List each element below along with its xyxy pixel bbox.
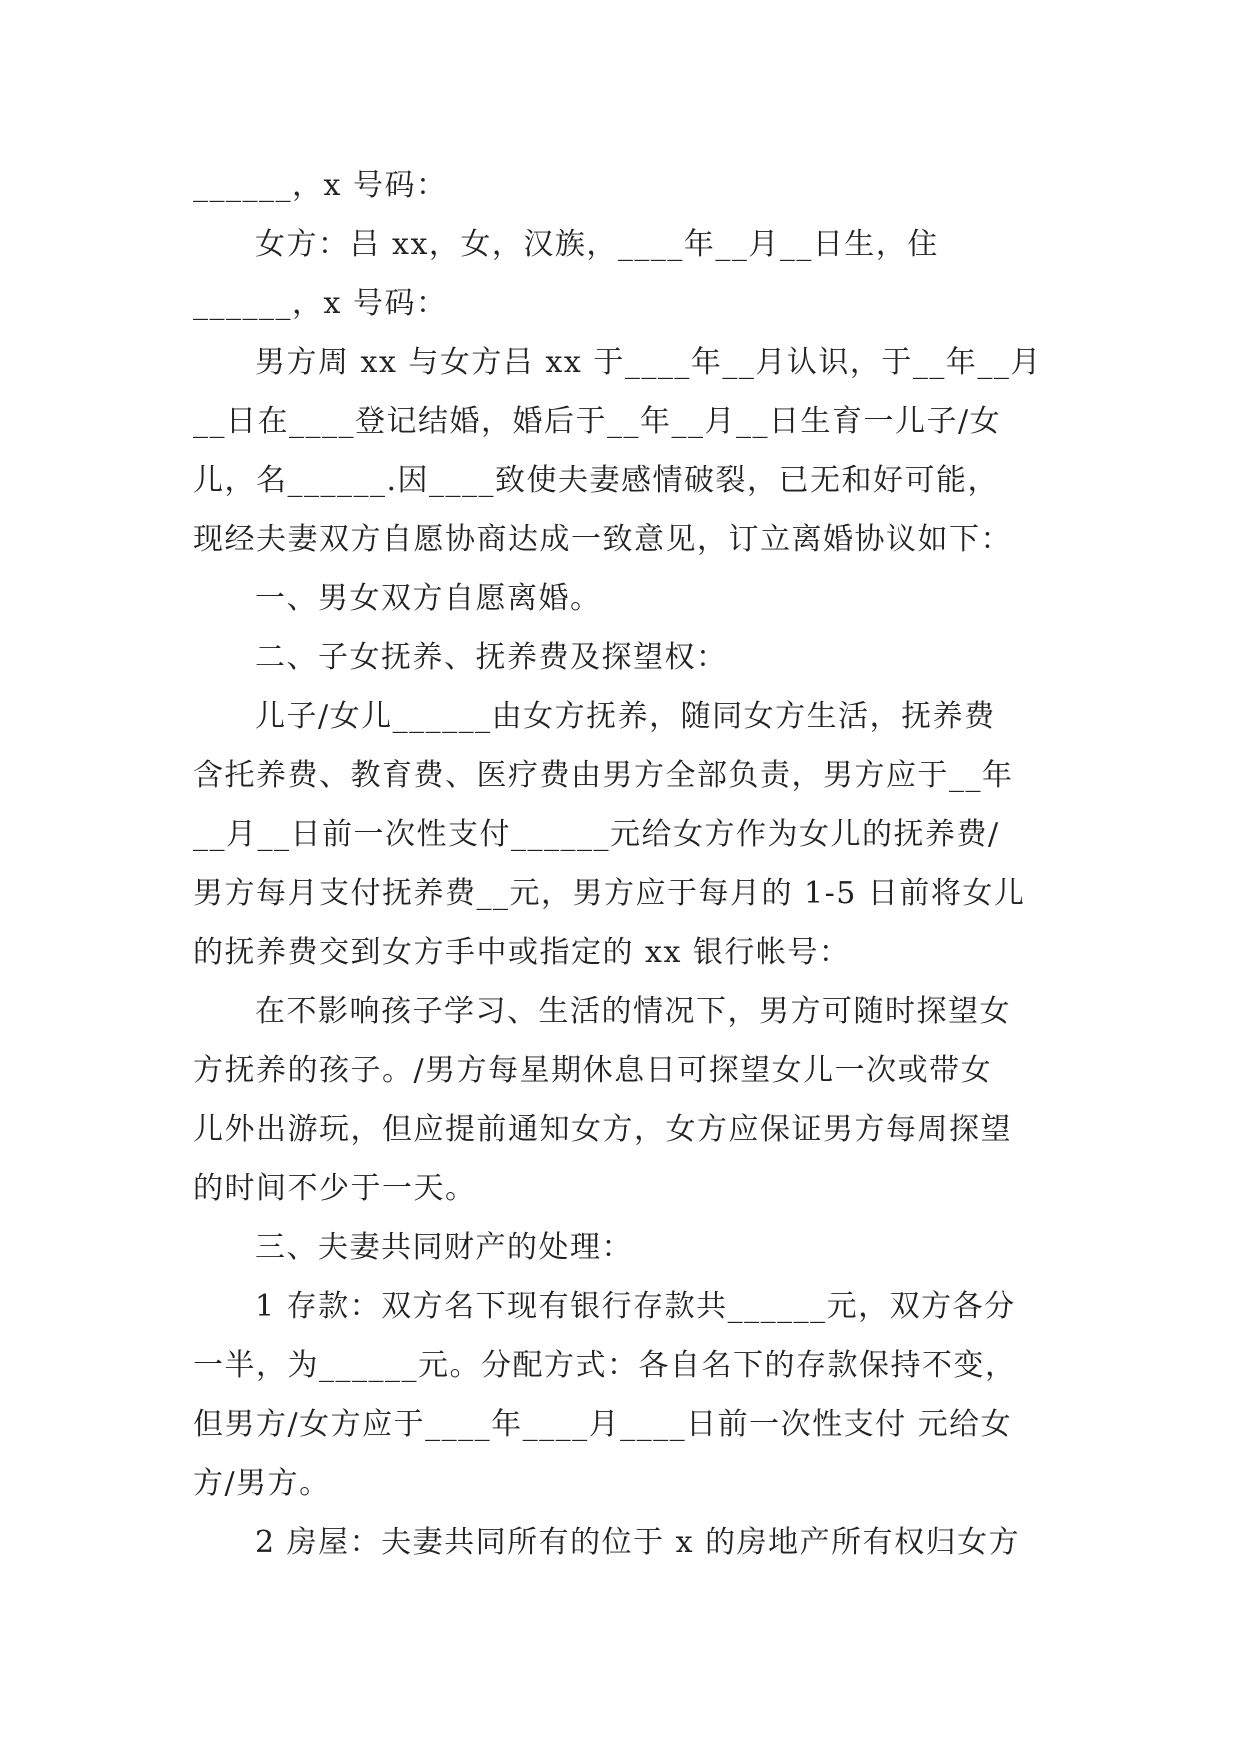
text-line: 2 房屋：夫妻共同所有的位于 x 的房地产所有权归女方 [255, 1525, 1021, 1560]
text-line: 一半，为______元。分配方式：各自名下的存款保持不变， [193, 1348, 1017, 1383]
text-line: 方/男方。 [193, 1466, 331, 1501]
section-heading: 一、男女双方自愿离婚。 [255, 581, 602, 616]
text-line: 女方：吕 xx，女，汉族，____年__月__日生，住 [255, 227, 939, 262]
text-line: ______，x 号码： [193, 168, 448, 203]
text-line: 的抚养费交到女方手中或指定的 xx 银行帐号： [193, 935, 851, 970]
text-line: 1 存款：双方名下现有银行存款共______元，双方各分 [255, 1289, 1016, 1324]
section-heading: 三、夫妻共同财产的处理： [255, 1230, 633, 1265]
text-line: 儿子/女儿______由女方抚养，随同女方生活，抚养费 [255, 699, 996, 734]
text-line: 儿外出游玩，但应提前通知女方，女方应保证男方每周探望 [193, 1112, 1012, 1147]
text-line: 但男方/女方应于____年____月____日前一次性支付 元给女 [193, 1407, 1013, 1442]
text-line: 男方周 xx 与女方吕 xx 于____年__月认识，于__年__月 [255, 345, 1042, 380]
document-body [193, 156, 1053, 1572]
section-heading: 二、子女抚养、抚养费及探望权： [255, 640, 728, 675]
text-line: 现经夫妻双方自愿协商达成一致意见，订立离婚协议如下： [193, 522, 1012, 557]
text-line: 的时间不少于一天。 [193, 1171, 477, 1206]
text-line: __月__日前一次性支付______元给女方作为女儿的抚养费/ [193, 817, 1000, 852]
text-line: 含托养费、教育费、医疗费由男方全部负责，男方应于__年 [193, 758, 1014, 793]
text-line: 方抚养的孩子。/男方每星期休息日可探望女儿一次或带女 [193, 1053, 993, 1088]
text-line: 男方每月支付抚养费__元，男方应于每月的 1-5 日前将女儿 [193, 876, 1026, 911]
text-line: __日在____登记结婚，婚后于__年__月__日生育一儿子/女 [193, 404, 1002, 439]
text-line: ______，x 号码： [193, 286, 448, 321]
text-line: 儿，名______.因____致使夫妻感情破裂，已无和好可能， [193, 463, 1000, 498]
text-line: 在不影响孩子学习、生活的情况下，男方可随时探望女 [255, 994, 1011, 1029]
